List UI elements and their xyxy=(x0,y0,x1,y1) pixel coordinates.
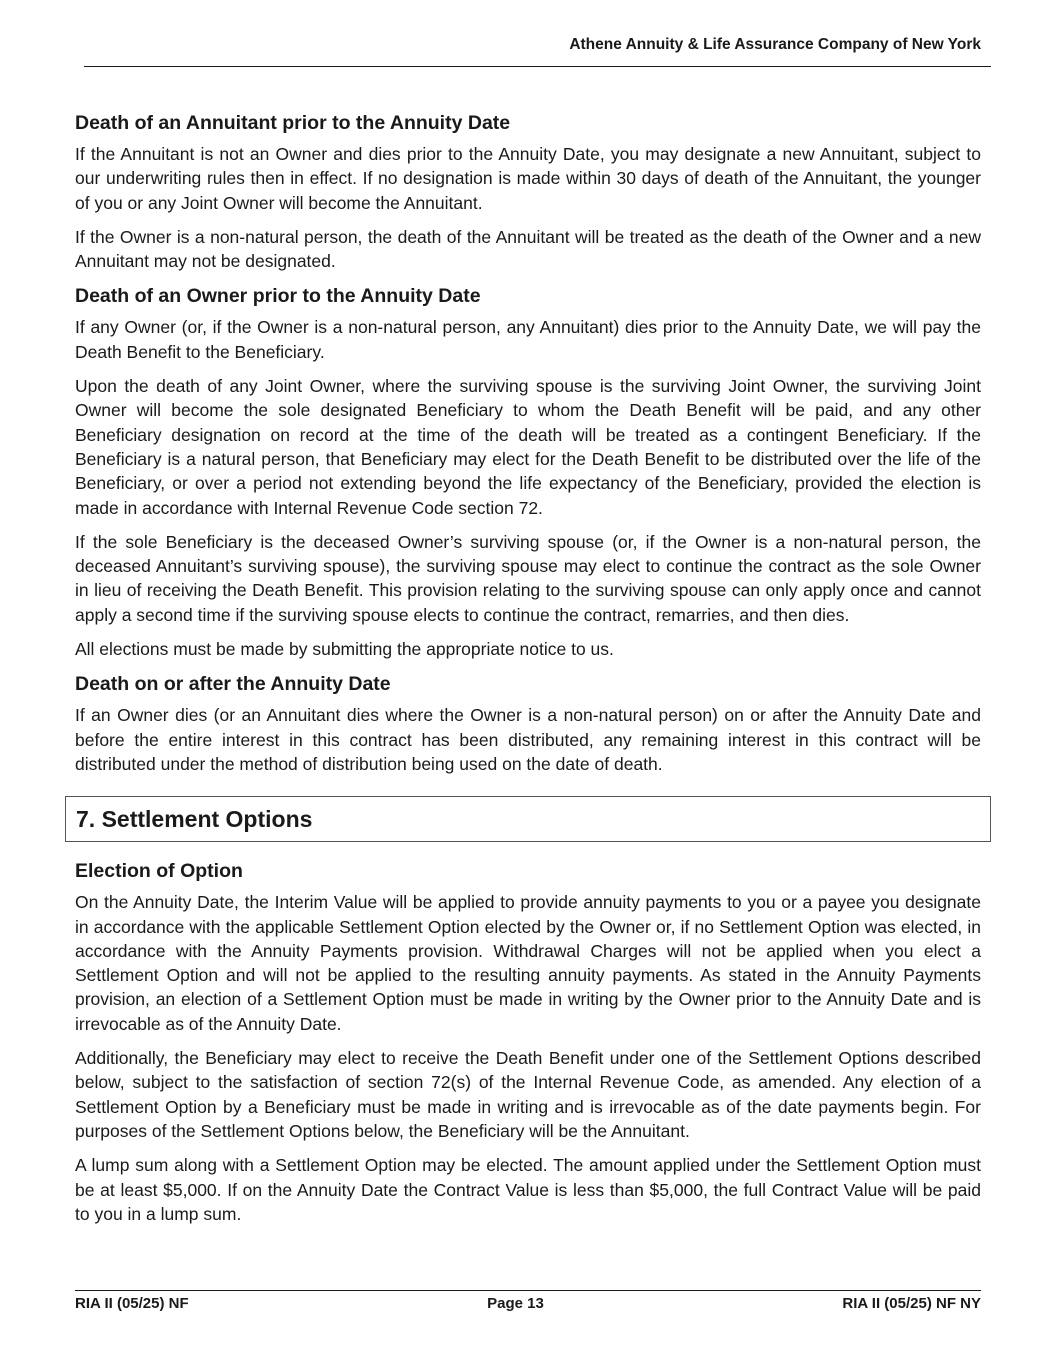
footer-form-number-right: RIA II (05/25) NF NY xyxy=(842,1295,981,1312)
page-number: Page 13 xyxy=(487,1295,544,1312)
paragraph: If an Owner dies (or an Annuitant dies where the Owner is a non-natural person) on or after the Annuity Date and before the entire interest in this contract has been distributed, any remaining interest in this contract will be distributed under the method of distribution being used on the date of death. xyxy=(75,705,981,774)
paragraph: If any Owner (or, if the Owner is a non-natural person, any Annuitant) dies prior to the Annuity Date, we will pay the Death Benefit to the Beneficiary. xyxy=(75,317,981,362)
section-title-settlement-options: 7. Settlement Options xyxy=(76,805,313,832)
paragraph: If the Annuitant is not an Owner and dies prior to the Annuity Date, you may designate a new Annuitant, subject to our underwriting rules then in effect. If no designation is made within 30 days of death of the Annuitant, the younger of you or any Joint Owner will become the Annuitant. xyxy=(75,144,981,213)
paragraph: On the Annuity Date, the Interim Value will be applied to provide annuity payments to you or a payee you designate in accordance with the applicable Settlement Option elected by the Owner or, if no Settlement Option was elected, in accordance with the Annuity Payments provision. Withdrawal Charges will not be applied when you elect a Settlement Option and will not be applied to the resulting annuity payments. As stated in the Annuity Payments provision, an election of a Settlement Option must be made in writing by the Owner prior to the Annuity Date and is irrevocable as of the Annuity Date. xyxy=(75,892,981,1034)
page-footer xyxy=(75,1295,981,1312)
page-header-company: Athene Annuity & Life Assurance Company of New York xyxy=(569,36,981,53)
heading-annuitant-death: Death of an Annuitant prior to the Annuity Date xyxy=(75,112,511,134)
footer-divider xyxy=(75,1290,981,1291)
paragraph: Additionally, the Beneficiary may elect to receive the Death Benefit under one of the Settlement Options described below, subject to the satisfaction of section 72(s) of the Internal Revenue Code, as amended. Any election of a Settlement Option by a Beneficiary must be made in writing and is irrevocable as of the date payments begin. For purposes of the Settlement Options below, the Beneficiary will be the Annuitant. xyxy=(75,1048,981,1141)
document-body xyxy=(75,110,981,1236)
header-divider xyxy=(84,66,991,67)
heading-owner-death: Death of an Owner prior to the Annuity Date xyxy=(75,285,481,308)
paragraph: A lump sum along with a Settlement Option may be elected. The amount applied under the Settlement Option must be at least $5,000. If on the Annuity Date the Contract Value is less than $5,000, the full Contract Value will be paid to you in a lump sum. xyxy=(75,1155,981,1224)
paragraph: All elections must be made by submitting the appropriate notice to us. xyxy=(75,639,614,660)
heading-death-after-annuity-date: Death on or after the Annuity Date xyxy=(75,673,391,696)
section-title-box xyxy=(65,796,991,842)
paragraph: Upon the death of any Joint Owner, where the surviving spouse is the surviving Joint Owner, the surviving Joint Owner will become the sole designated Beneficiary to whom the Death Benefit will be paid, and any other Beneficiary designation on record at the time of the death will be treated as a contingent Beneficiary. If the Beneficiary is a natural person, that Beneficiary may elect for the Death Benefit to be distributed over the life of the Beneficiary, or over a period not extending beyond the life expectancy of the Beneficiary, provided the election is made in accordance with Internal Revenue Code section 72. xyxy=(75,376,981,518)
paragraph: If the sole Beneficiary is the deceased Owner’s surviving spouse (or, if the Owner is a non-natural person, the deceased Annuitant’s surviving spouse), the surviving spouse may elect to continue the contract as the sole Owner in lieu of receiving the Death Benefit. This provision relating to the surviving spouse can only apply once and cannot apply a second time if the surviving spouse elects to continue the contract, remarries, and then dies. xyxy=(75,531,981,625)
footer-form-number-left: RIA II (05/25) NF xyxy=(75,1295,189,1312)
paragraph: If the Owner is a non-natural person, the death of the Annuitant will be treated as the death of the Owner and a new Annuitant may not be designated. xyxy=(75,226,981,272)
heading-election-of-option: Election of Option xyxy=(75,860,243,883)
